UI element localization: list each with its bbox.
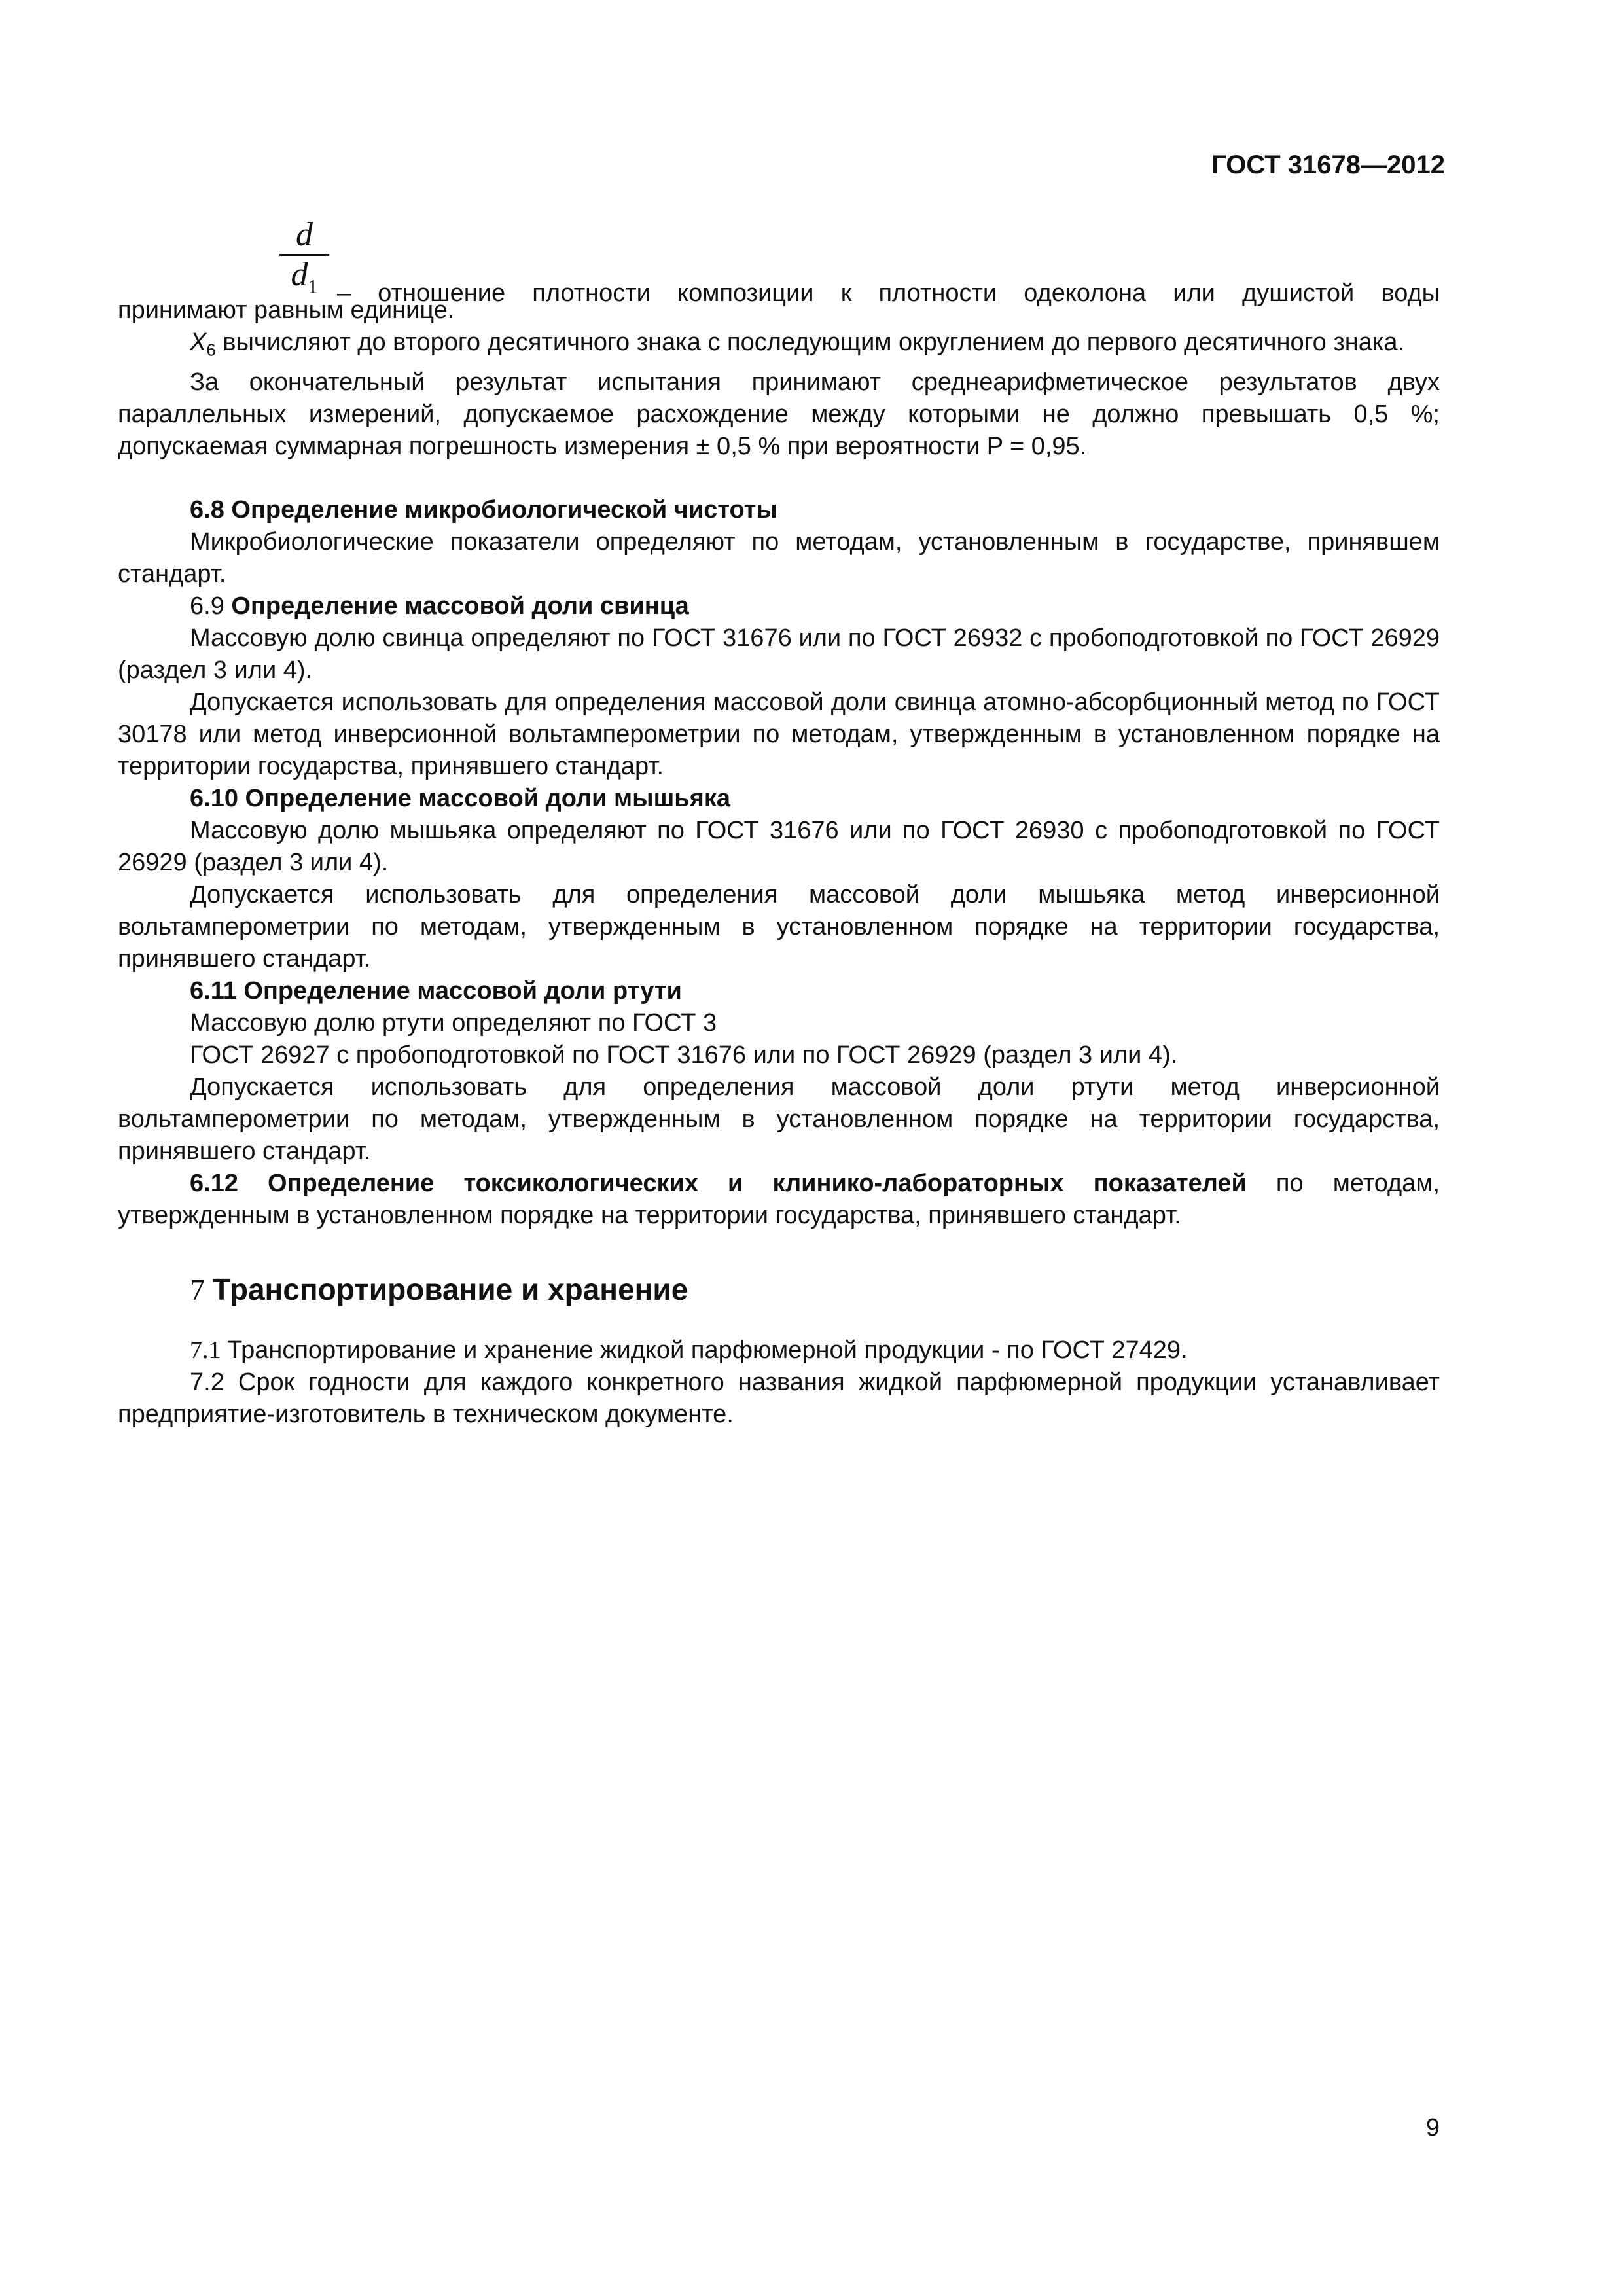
paragraph: $X_6$ вычисляют до второго десятичного знака с последующим округлением до первого десятичного знака.	[190, 329, 1405, 360]
paragraph: Микробиологические показатели определяют по методам, установленным в государстве, принявшем стандарт.	[118, 528, 1440, 588]
paragraph: Допускается использовать для определения массовой доли ртути метод инверсионной вольтамперометрии по методам, утвержденным в установленном порядке на территории государства, принявшего стандарт.	[118, 1073, 1440, 1165]
paragraph: ГОСТ 26927 с пробоподготовкой по ГОСТ 31676 или по ГОСТ 26929 (раздел 3 или 4).	[190, 1041, 1178, 1069]
paragraph: 7.2 Срок годности для каждого конкретного названия жидкой парфюмерной продукции устанавливает предприятие-изготовитель в техническом документе.	[118, 1368, 1440, 1428]
density-ratio-formula	[278, 216, 330, 306]
paragraph: Массовую долю ртути определяют по ГОСТ 3	[190, 1009, 717, 1037]
paragraph: Допускается использовать для определения массовой доли свинца атомно-абсорбционный метод по ГОСТ 30178 или метод инверсионной вольтамперометрии по методам, утвержденным в установленном порядке на территории государства, принявшего стандарт.	[118, 688, 1440, 780]
paragraph: Массовую долю свинца определяют по ГОСТ 31676 или по ГОСТ 26932 с пробоподготовкой по ГОСТ 26929 (раздел 3 или 4).	[118, 624, 1440, 684]
section-heading: 6.10 Определение массовой доли мышьяка	[190, 784, 730, 812]
section-7-heading: 7 Транспортирование и хранение	[190, 1272, 688, 1306]
paragraph: 6.12 Определение токсикологических и клинико-лабораторных показателей по методам, утвержденным в установленном порядке на территории государства, принявшего стандарт.	[118, 1169, 1440, 1229]
document-header: ГОСТ 31678—2012	[1211, 151, 1445, 179]
section-heading: 6.11 Определение массовой доли ртути	[190, 977, 682, 1005]
fraction-denominator: $d_1$	[291, 256, 318, 298]
formula-description: – отношение плотности композиции к плотности одеколона или душистой воды	[337, 279, 1440, 307]
paragraph: 7.1 Транспортирование и хранение жидкой парфюмерной продукции - по ГОСТ 27429.	[190, 1336, 1188, 1364]
fraction-numerator: d	[296, 216, 313, 253]
paragraph: принимают равным единице.	[118, 296, 455, 324]
paragraph: За окончательный результат испытания принимают среднеарифметическое результатов двух параллельных измерений, допускаемое расхождение между которыми не должно превышать 0,5 %; допускаемая суммарная погрешность измерения ± 0,5 % при вероятности P = 0,95.	[118, 368, 1440, 460]
paragraph: Допускается использовать для определения массовой доли мышьяка метод инверсионной вольтамперометрии по методам, утвержденным в установленном порядке на территории государства, принявшего стандарт.	[118, 880, 1440, 973]
page-content	[118, 216, 1440, 1431]
section-heading: 6.9 Определение массовой доли свинца	[190, 592, 689, 620]
paragraph: Массовую долю мышьяка определяют по ГОСТ 31676 или по ГОСТ 26930 с пробоподготовкой по ГОСТ 26929 (раздел 3 или 4).	[118, 816, 1440, 876]
fraction-line	[118, 216, 1440, 307]
section-heading: 6.8 Определение микробиологической чистоты	[190, 495, 777, 524]
page-number: 9	[1425, 2114, 1440, 2142]
